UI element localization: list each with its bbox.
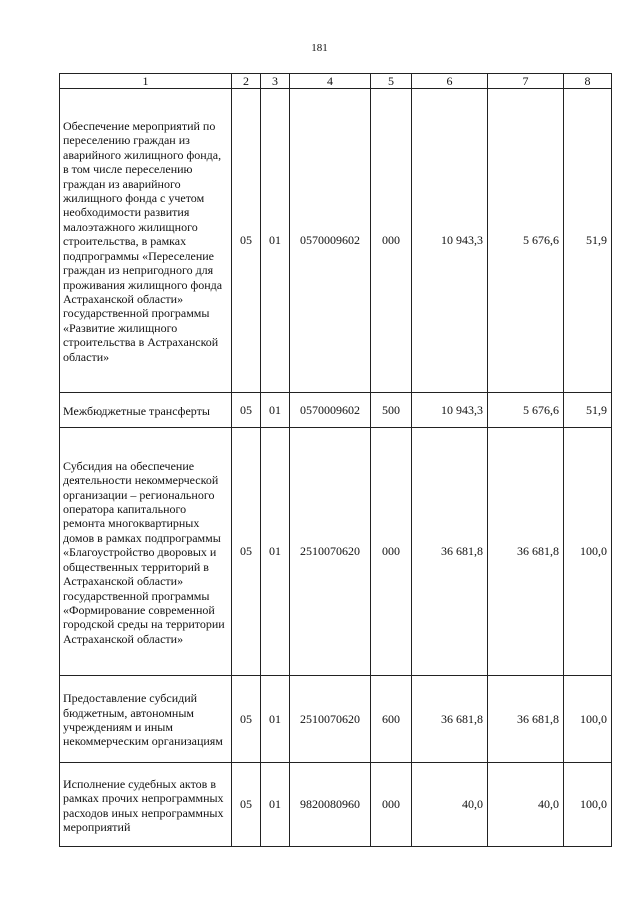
row-executed: 36 681,8 (488, 676, 564, 763)
row-planned: 40,0 (412, 763, 488, 847)
row-percent: 100,0 (564, 763, 612, 847)
row-percent: 51,9 (564, 393, 612, 428)
budget-table (59, 73, 612, 847)
header-col-1: 1 (60, 74, 232, 89)
header-col-5: 5 (371, 74, 412, 89)
row-executed: 5 676,6 (488, 89, 564, 393)
row-name: Межбюджетные трансферты (60, 393, 232, 428)
row-name: Субсидия на обеспечение деятельности некоммерческой организации – регионального оператора капитального ремонта многоквартирных домов в рамках подпрограммы «Благоустройство дворовых и общественных территорий в Астраханской области» государственной программы «Формирование современной городской среды на территории Астраханской области» (60, 428, 232, 676)
row-expense-type: 600 (371, 676, 412, 763)
row-expense-type: 500 (371, 393, 412, 428)
row-section: 05 (232, 428, 261, 676)
row-section: 05 (232, 676, 261, 763)
row-planned: 10 943,3 (412, 393, 488, 428)
row-executed: 40,0 (488, 763, 564, 847)
row-planned: 36 681,8 (412, 428, 488, 676)
row-name: Исполнение судебных актов в рамках прочих непрограммных расходов иных непрограммных мероприятий (60, 763, 232, 847)
row-expense-type: 000 (371, 763, 412, 847)
row-subsection: 01 (261, 763, 290, 847)
header-col-2: 2 (232, 74, 261, 89)
header-col-8: 8 (564, 74, 612, 89)
row-percent: 51,9 (564, 89, 612, 393)
table-row (60, 428, 612, 676)
page-number: 181 (311, 42, 328, 54)
row-target-code: 9820080960 (290, 763, 371, 847)
header-col-7: 7 (488, 74, 564, 89)
row-target-code: 0570009602 (290, 393, 371, 428)
row-executed: 36 681,8 (488, 428, 564, 676)
table-row (60, 393, 612, 428)
row-section: 05 (232, 89, 261, 393)
table-header-row (60, 74, 612, 89)
row-expense-type: 000 (371, 89, 412, 393)
row-target-code: 2510070620 (290, 676, 371, 763)
table-row (60, 676, 612, 763)
row-target-code: 2510070620 (290, 428, 371, 676)
row-executed: 5 676,6 (488, 393, 564, 428)
row-name: Предоставление субсидий бюджетным, автономным учреждениям и иным некоммерческим организациям (60, 676, 232, 763)
row-section: 05 (232, 763, 261, 847)
row-percent: 100,0 (564, 428, 612, 676)
header-col-4: 4 (290, 74, 371, 89)
row-subsection: 01 (261, 393, 290, 428)
header-col-3: 3 (261, 74, 290, 89)
row-subsection: 01 (261, 676, 290, 763)
table-row (60, 763, 612, 847)
row-planned: 10 943,3 (412, 89, 488, 393)
row-section: 05 (232, 393, 261, 428)
row-planned: 36 681,8 (412, 676, 488, 763)
row-subsection: 01 (261, 89, 290, 393)
row-expense-type: 000 (371, 428, 412, 676)
row-name: Обеспечение мероприятий по переселению граждан из аварийного жилищного фонда, в том числе переселению граждан из аварийного жилищного фонда с учетом необходимости развития малоэтажного жилищного строительства, в рамках подпрограммы «Переселение граждан из непригодного для проживания жилищного фонда Астраханской области» государственной программы «Развитие жилищного строительства в Астраханской области» (60, 89, 232, 393)
header-col-6: 6 (412, 74, 488, 89)
table-row (60, 89, 612, 393)
row-target-code: 0570009602 (290, 89, 371, 393)
row-subsection: 01 (261, 428, 290, 676)
row-percent: 100,0 (564, 676, 612, 763)
